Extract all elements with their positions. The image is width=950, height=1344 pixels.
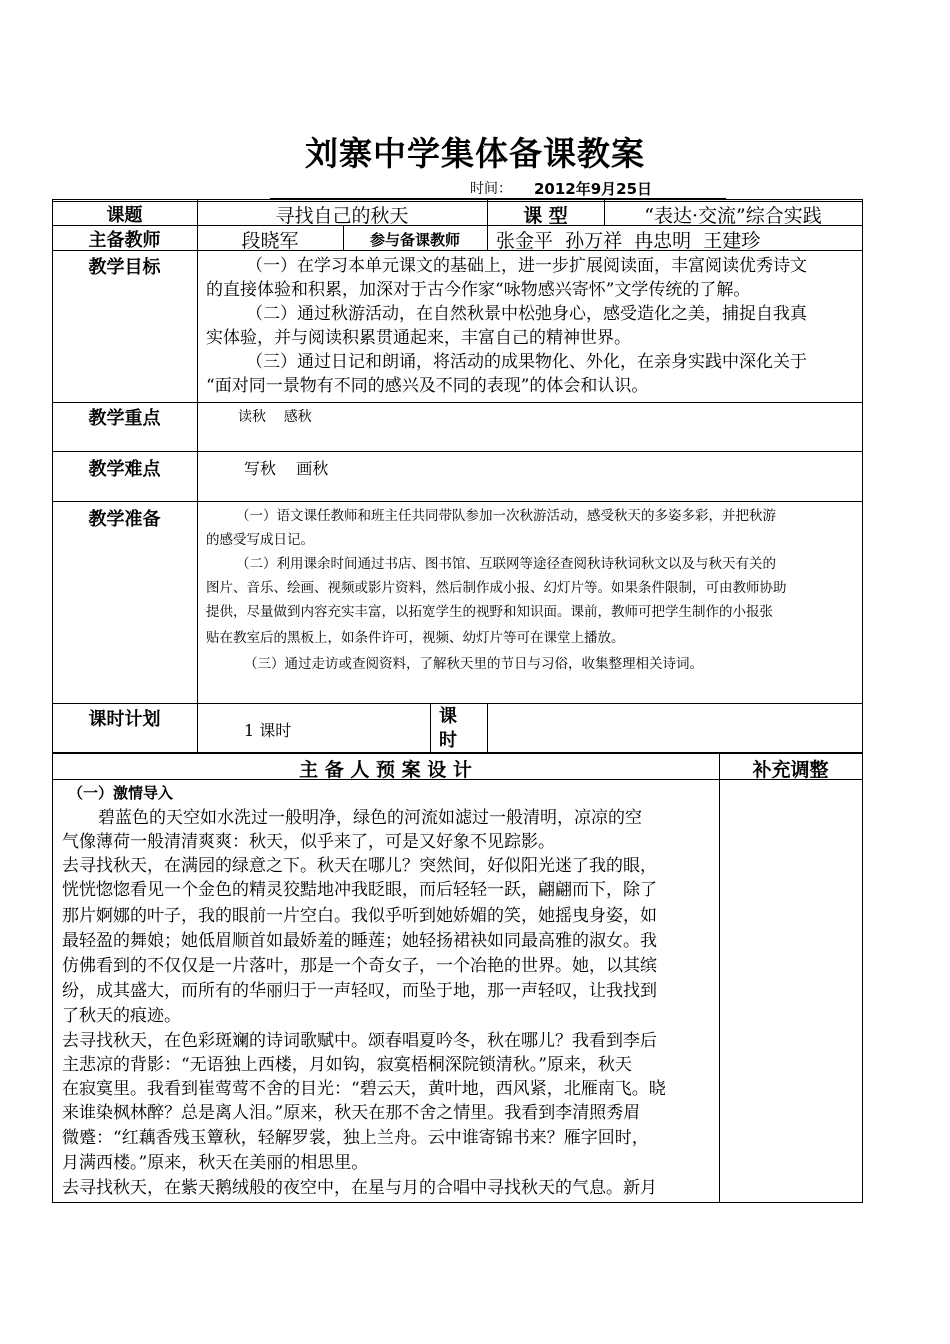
- schedule-unit-label: 课时: [439, 706, 457, 751]
- design-line: 去寻找秋天，在色彩斑斓的诗词歌赋中。颂春唱夏吟冬，秋在哪儿？我看到李后: [62, 1031, 657, 1051]
- design-line: 仿佛看到的不仅仅是一片落叶，那是一个奇女子，一个冶艳的世界。她，以其缤: [62, 956, 657, 976]
- type-value: “表达·交流”综合实践: [644, 205, 822, 227]
- main-teacher-value: 段晓军: [241, 230, 299, 252]
- preparation-line: （三）通过走访或查阅资料，了解秋天里的节日与习俗，收集整理相关诗词。: [244, 656, 703, 672]
- supplement-header: 补充调整: [752, 759, 829, 781]
- type-label: 课 型: [523, 205, 568, 227]
- design-line: 来谁染枫林醉？总是离人泪。”原来，秋天在那不舍之情里。我看到李清照秀眉: [62, 1103, 641, 1123]
- design-line: 最轻盈的舞娘；她低眉顺首如最娇羞的睡莲；她轻扬裙袂如同最高雅的淑女。我: [62, 931, 657, 951]
- design-line: 去寻找秋天，在满园的绿意之下。秋天在哪儿？突然间，好似阳光迷了我的眼，: [62, 856, 657, 876]
- document-title: 刘寨中学集体备课教案: [305, 134, 645, 173]
- preparation-line: 图片、音乐、绘画、视频或影片资料，然后制作成小报、幻灯片等。如果条件限制，可由教师协助: [206, 580, 787, 596]
- preparation-line: 提供，尽量做到内容充实丰富，以拓宽学生的视野和知识面。课前，教师可把学生制作的小报张: [206, 604, 773, 620]
- goals-label: 教学目标: [88, 257, 161, 278]
- preparation-label: 教学准备: [88, 509, 161, 530]
- participants-label: 参与备课教师: [369, 231, 460, 249]
- difficulties-value: 写秋 画秋: [244, 459, 329, 478]
- design-line: 了秋天的痕迹。: [62, 1006, 181, 1026]
- topic-value: 寻找自己的秋天: [275, 205, 409, 227]
- design-line: 在寂寞里。我看到崔莺莺不舍的目光：“碧云天，黄叶地，西风紧，北雁南飞。晓: [62, 1079, 666, 1099]
- design-line: 主悲凉的背影：“无语独上西楼，月如钩，寂寞梧桐深院锁清秋。”原来，秋天: [62, 1055, 632, 1075]
- design-line: 月满西楼。”原来，秋天在美丽的相思里。: [62, 1153, 369, 1173]
- preparation-line: 贴在教室后的黑板上，如条件许可，视频、幼灯片等可在课堂上播放。: [206, 630, 625, 646]
- difficulties-label: 教学难点: [88, 459, 161, 480]
- design-line: 微蹙：“红藕香残玉簟秋，轻解罗裳，独上兰舟。云中谁寄锦书来？雁字回时，: [62, 1128, 649, 1148]
- design-line: 去寻找秋天，在紫天鹅绒般的夜空中，在星与月的合唱中寻找秋天的气息。新月: [62, 1178, 657, 1198]
- time-line: [270, 178, 726, 199]
- preparation-line: （二）利用课余时间通过书店、图书馆、互联网等途径查阅秋诗秋词秋文以及与秋天有关的: [236, 556, 776, 572]
- time-value: 2012年9月25日: [534, 180, 653, 198]
- main-teacher-label: 主备教师: [88, 230, 161, 251]
- key-points-value: 读秋 感秋: [238, 409, 312, 425]
- goals-line: （一）在学习本单元课文的基础上，进一步扩展阅读面，丰富阅读优秀诗文: [246, 256, 807, 276]
- preparation-line: （一）语文课任教师和班主任共同带队参加一次秋游活动，感受秋天的多姿多彩，并把秋游: [236, 508, 776, 524]
- schedule-value: 1 课时: [244, 721, 292, 740]
- participants-value: 张金平 孙万祥 冉忠明 王建珍: [496, 230, 761, 252]
- design-line: 气像薄荷一般清清爽爽：秋天，似乎来了，可是又好象不见踪影。: [62, 832, 555, 852]
- section-title: （一）激情导入: [68, 784, 174, 802]
- design-header: 主 备 人 预 案 设 计: [299, 759, 472, 781]
- time-label: 时间：: [470, 181, 512, 197]
- design-line: 恍恍惚惚看见一个金色的精灵狡黠地冲我眨眼，而后轻轻一跃，翩翩而下，除了: [62, 880, 657, 900]
- design-line: 那片婀娜的叶子，我的眼前一片空白。我似乎听到她娇媚的笑，她摇曳身姿，如: [62, 906, 657, 926]
- goals-line: （二）通过秋游活动，在自然秋景中松弛身心，感受造化之美，捕捉自我真: [246, 304, 807, 324]
- goals-line: “面对同一景物有不同的感兴及不同的表现”的体会和认识。: [206, 376, 649, 396]
- topic-label: 课题: [106, 205, 143, 226]
- preparation-line: 的感受写成日记。: [206, 532, 314, 548]
- goals-line: 的直接体验和积累，加深对于古今作家“咏物感兴寄怀”文学传统的了解。: [206, 280, 751, 300]
- schedule-label: 课时计划: [88, 709, 161, 730]
- goals-line: 实体验，并与阅读积累贯通起来，丰富自己的精神世界。: [206, 328, 631, 348]
- design-line: 纷，成其盛大，而所有的华丽归于一声轻叹，而坠于地，那一声轻叹，让我找到: [62, 981, 657, 1001]
- key-points-label: 教学重点: [88, 408, 161, 429]
- design-line: 碧蓝色的天空如水洗过一般明净，绿色的河流如滤过一般清明，凉凉的空: [98, 808, 642, 828]
- goals-line: （三）通过日记和朗诵，将活动的成果物化、外化，在亲身实践中深化关于: [246, 352, 807, 372]
